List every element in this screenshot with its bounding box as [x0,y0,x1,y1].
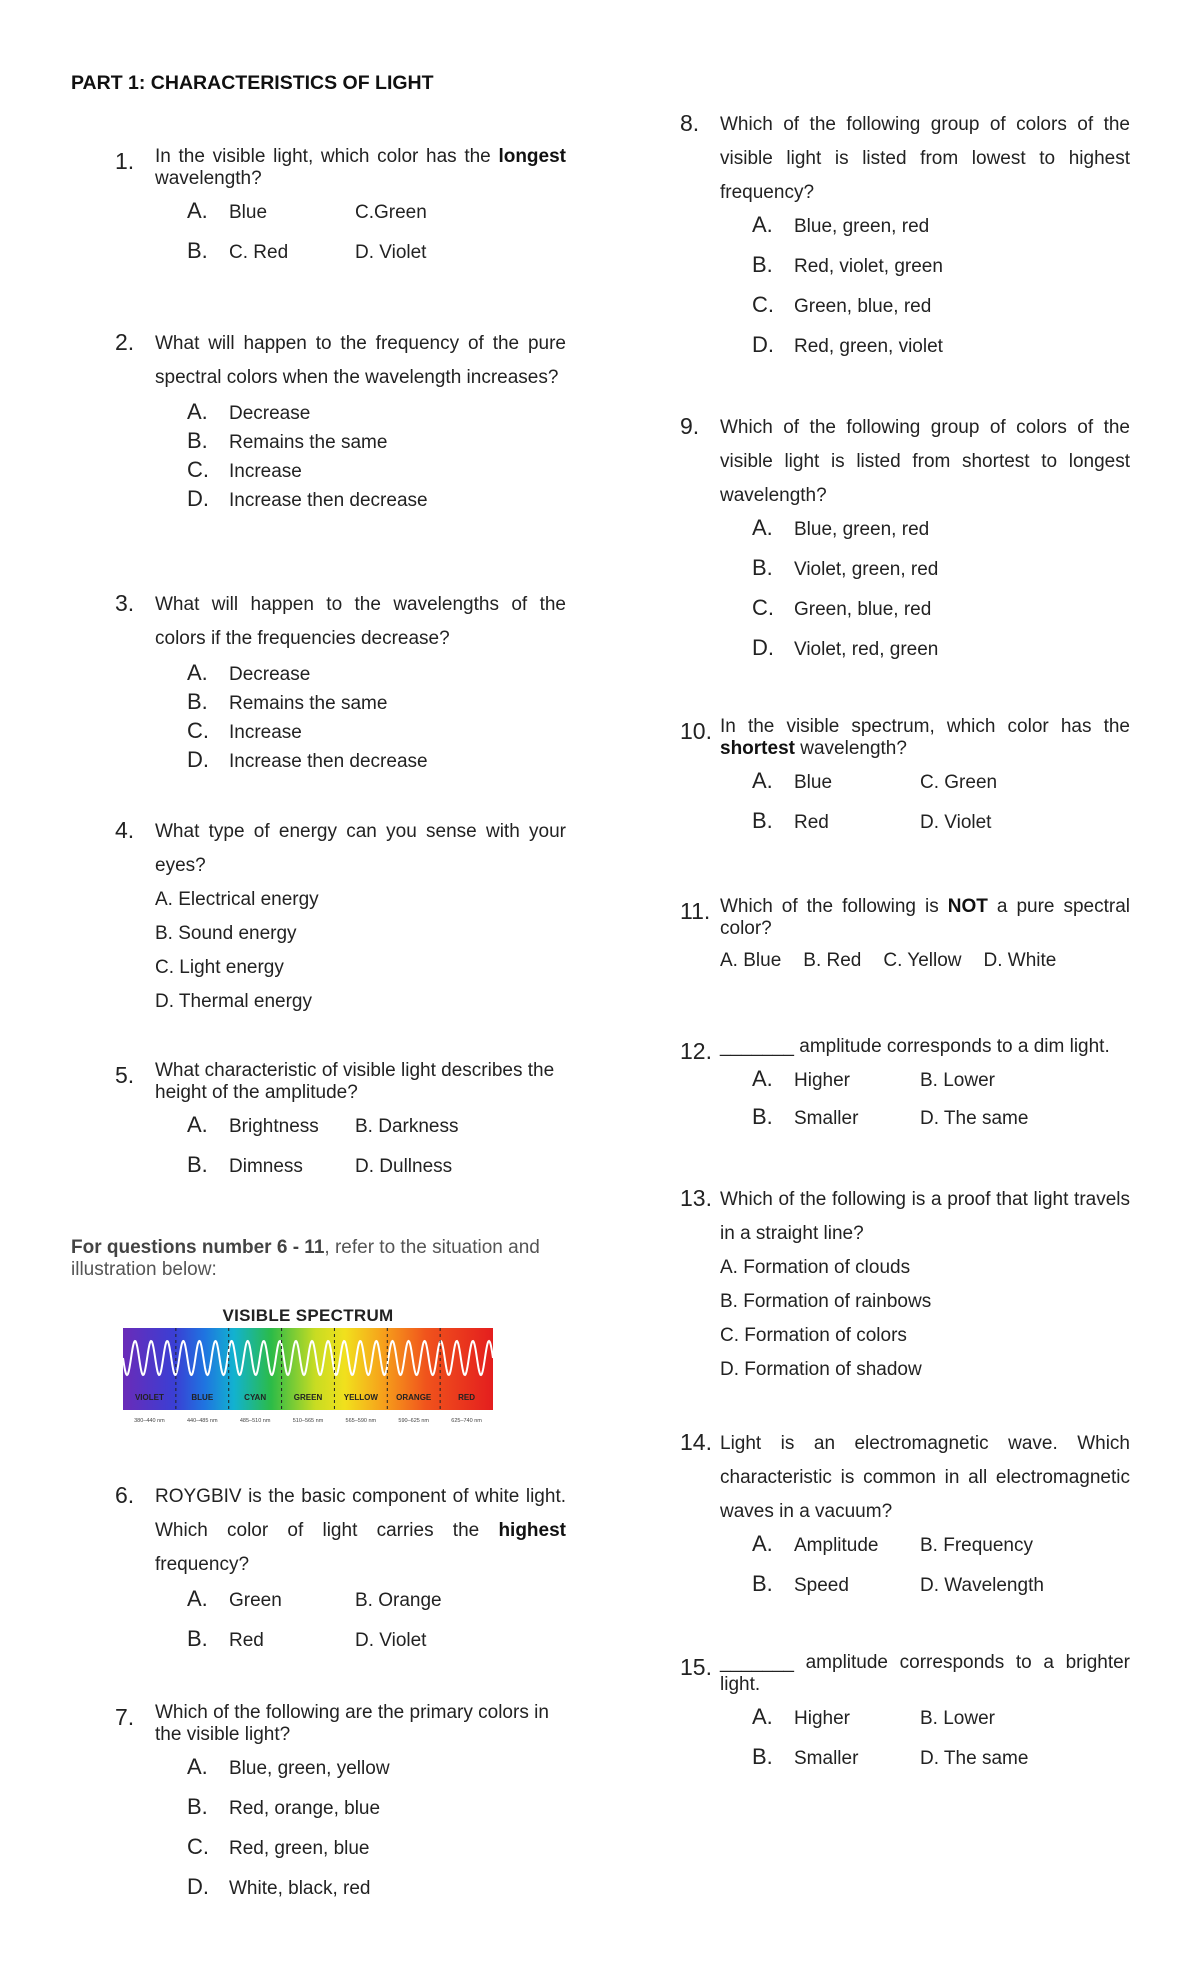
band-label: VIOLET [134,1393,164,1402]
option-c[interactable]: C. Light energy [155,957,284,978]
options [187,1112,566,1192]
options [187,1754,566,1914]
question-text: In the visible spectrum, which color has the shortest wavelength? [720,716,1130,759]
question-text: Which of the following is NOT a pure spectral color? [720,896,1131,939]
question-text: Which of the following is a proof that light travels in a straight line? [720,1189,1130,1244]
option-a[interactable]: A. Amplitude [752,1531,879,1556]
options [720,950,1130,972]
options [155,883,566,1019]
option-d[interactable]: D. Violet [920,812,992,833]
options [187,399,566,515]
question-number: 7. [115,1704,135,1730]
option-c[interactable]: C. Formation of colors [720,1325,907,1346]
question-14 [680,1427,1130,1611]
option-d[interactable]: D. The same [920,1748,1029,1769]
question-number: 14. [680,1429,712,1455]
option-a[interactable]: A. Blue [720,950,782,971]
range-label: 440–485 nm [186,1418,218,1424]
question-number: 2. [115,329,135,355]
band-label: GREEN [293,1393,323,1402]
question-text: Light is an electromagnetic wave. Which characteristic is common in all electromagnetic waves in a vacuum? [720,1433,1130,1522]
option-a[interactable]: A. Electrical energy [155,889,319,910]
option-a[interactable]: A. Formation of clouds [720,1257,911,1278]
option-d[interactable]: D. White, black, red [187,1874,371,1899]
option-c[interactable]: B. Red [187,1626,264,1651]
option-b[interactable]: B. Darkness [355,1116,459,1137]
band-label: ORANGE [396,1393,432,1402]
band-label: CYAN [244,1393,267,1402]
option-d[interactable]: D. Formation of shadow [720,1359,922,1380]
option-c[interactable]: C. Red, green, blue [187,1834,370,1859]
question-text: Which of the following are the primary colors in the visible light? [155,1702,549,1745]
question-text: In the visible light, which color has the longest wavelength? [155,146,566,189]
question-number: 10. [680,718,712,744]
option-a[interactable]: A. Higher [752,1066,850,1091]
option-b[interactable]: B. Remains the same [187,689,388,714]
question-4 [71,815,566,1019]
option-a[interactable]: A. Blue [752,768,833,793]
question-5 [71,1060,566,1192]
spectrum-graphic [123,1328,493,1426]
option-c[interactable]: B. Smaller [752,1744,859,1769]
option-b[interactable]: B. Red, violet, green [752,252,943,277]
question-text: What type of energy can you sense with your eyes? [155,821,566,876]
spectrum-title: VISIBLE SPECTRUM [222,1306,394,1325]
question-number: 12. [680,1038,712,1064]
option-a[interactable]: A. Decrease [187,399,311,424]
reference-note: For questions number 6 - 11, refer to the situation and illustration below: [71,1237,540,1280]
question-number: 9. [680,413,700,439]
option-b[interactable]: B. Sound energy [155,923,297,944]
option-d[interactable]: D. Increase then decrease [187,486,428,511]
question-number: 5. [115,1062,135,1088]
option-c[interactable]: C.Green [355,202,427,223]
option-d[interactable]: D. White [983,950,1057,971]
option-a[interactable]: A. Blue, green, red [752,212,930,237]
range-label: 625–740 nm [451,1418,482,1424]
option-d[interactable]: D. Increase then decrease [187,747,428,772]
question-13 [680,1183,1130,1387]
option-a[interactable]: A. Blue, green, yellow [187,1754,390,1779]
options [752,1531,1130,1611]
question-number: 15. [680,1654,712,1680]
question-text: _______ amplitude corresponds to a dim light. [720,1036,1110,1057]
option-b[interactable]: B. C. Red [187,238,289,263]
band-label: RED [458,1393,476,1402]
options [752,1704,1130,1784]
question-text: ROYGBIV is the basic component of white light. Which color of light carries the highest frequency? [155,1486,566,1575]
question-15 [680,1652,1130,1784]
range-label: 590–625 nm [398,1418,430,1424]
option-b[interactable]: B. Lower [920,1070,995,1091]
option-c[interactable]: C. Green, blue, red [752,595,932,620]
band-label: BLUE [191,1393,214,1402]
option-a[interactable]: A. Higher [752,1704,850,1729]
question-number: 1. [115,148,135,174]
option-c[interactable]: C. Increase [187,457,302,482]
option-d[interactable]: D. The same [920,1108,1029,1129]
option-d[interactable]: D. Red, green, violet [752,332,943,357]
option-b[interactable]: B. Violet, green, red [752,555,939,580]
option-c[interactable]: C. Increase [187,718,302,743]
question-text: Which of the following group of colors of the visible light is listed from lowest to highest frequency? [720,114,1130,203]
question-number: 3. [115,590,135,616]
question-10 [680,716,1130,848]
options [752,212,1130,372]
option-b[interactable]: B. Remains the same [187,428,388,453]
question-number: 4. [115,817,135,843]
question-number: 13. [680,1185,712,1211]
question-number: 11. [680,898,711,924]
question-3 [71,588,566,776]
question-7 [71,1702,566,1914]
option-c[interactable]: C. Green, blue, red [752,292,932,317]
option-c[interactable]: C. Green [920,772,998,793]
option-a[interactable]: A. Blue, green, red [752,515,930,540]
band-label: YELLOW [343,1393,378,1402]
option-a[interactable]: A. Decrease [187,660,311,685]
range-label: 485–510 nm [239,1418,271,1424]
option-b[interactable]: B. Red, orange, blue [187,1794,381,1819]
option-c[interactable]: B. Speed [752,1571,849,1596]
range-label: 510–565 nm [292,1418,324,1424]
part-title: PART 1: CHARACTERISTICS OF LIGHT [71,72,434,94]
question-text: _______ amplitude corresponds to a brighter light. [720,1652,1130,1695]
options [187,1586,566,1666]
option-d[interactable]: D. Violet [355,242,427,263]
option-d[interactable]: D. Thermal energy [155,991,312,1012]
range-label: 565–590 nm [345,1418,377,1424]
option-a[interactable]: A. Green [187,1586,282,1611]
options [187,198,566,278]
question-number: 8. [680,110,700,136]
visible-spectrum-figure [123,1306,493,1426]
option-c[interactable]: B. Dimness [187,1152,303,1177]
question-text: Which of the following group of colors of the visible light is listed from shortest to longest wavelength? [720,417,1130,506]
options [752,768,1130,848]
question-1 [71,146,566,278]
range-labels [134,1418,482,1424]
question-number: 6. [115,1482,135,1508]
question-text: What characteristic of visible light describes the height of the amplitude? [155,1060,555,1103]
question-8 [680,108,1130,372]
question-12 [680,1036,1130,1142]
options [752,1066,1130,1142]
option-d[interactable]: D. Violet, red, green [752,635,939,660]
option-d[interactable]: D. Violet [355,1630,427,1651]
option-a[interactable]: A. Blue [187,198,268,223]
options [720,1251,1130,1387]
question-6 [71,1480,566,1666]
option-b[interactable]: B. Orange [355,1590,442,1611]
option-b[interactable]: B. Frequency [920,1535,1033,1556]
option-a[interactable]: A. Brightness [187,1112,319,1137]
option-b[interactable]: B. Red [752,808,829,833]
range-label: 380–440 nm [134,1418,165,1424]
question-text: What will happen to the wavelengths of the colors if the frequencies decrease? [155,594,566,649]
option-c[interactable]: B. Smaller [752,1104,859,1129]
question-2 [71,327,566,515]
option-b[interactable]: B. Red [803,950,862,971]
option-b[interactable]: B. Lower [920,1708,995,1729]
option-b[interactable]: B. Formation of rainbows [720,1291,932,1312]
option-c[interactable]: C. Yellow [883,950,962,971]
question-11 [680,896,1130,972]
option-d[interactable]: D. Dullness [355,1156,453,1177]
question-text: What will happen to the frequency of the pure spectral colors when the wavelength increases? [155,333,566,388]
options [187,660,566,776]
question-9 [680,411,1130,675]
option-d[interactable]: D. Wavelength [920,1575,1044,1596]
options [752,515,1130,675]
